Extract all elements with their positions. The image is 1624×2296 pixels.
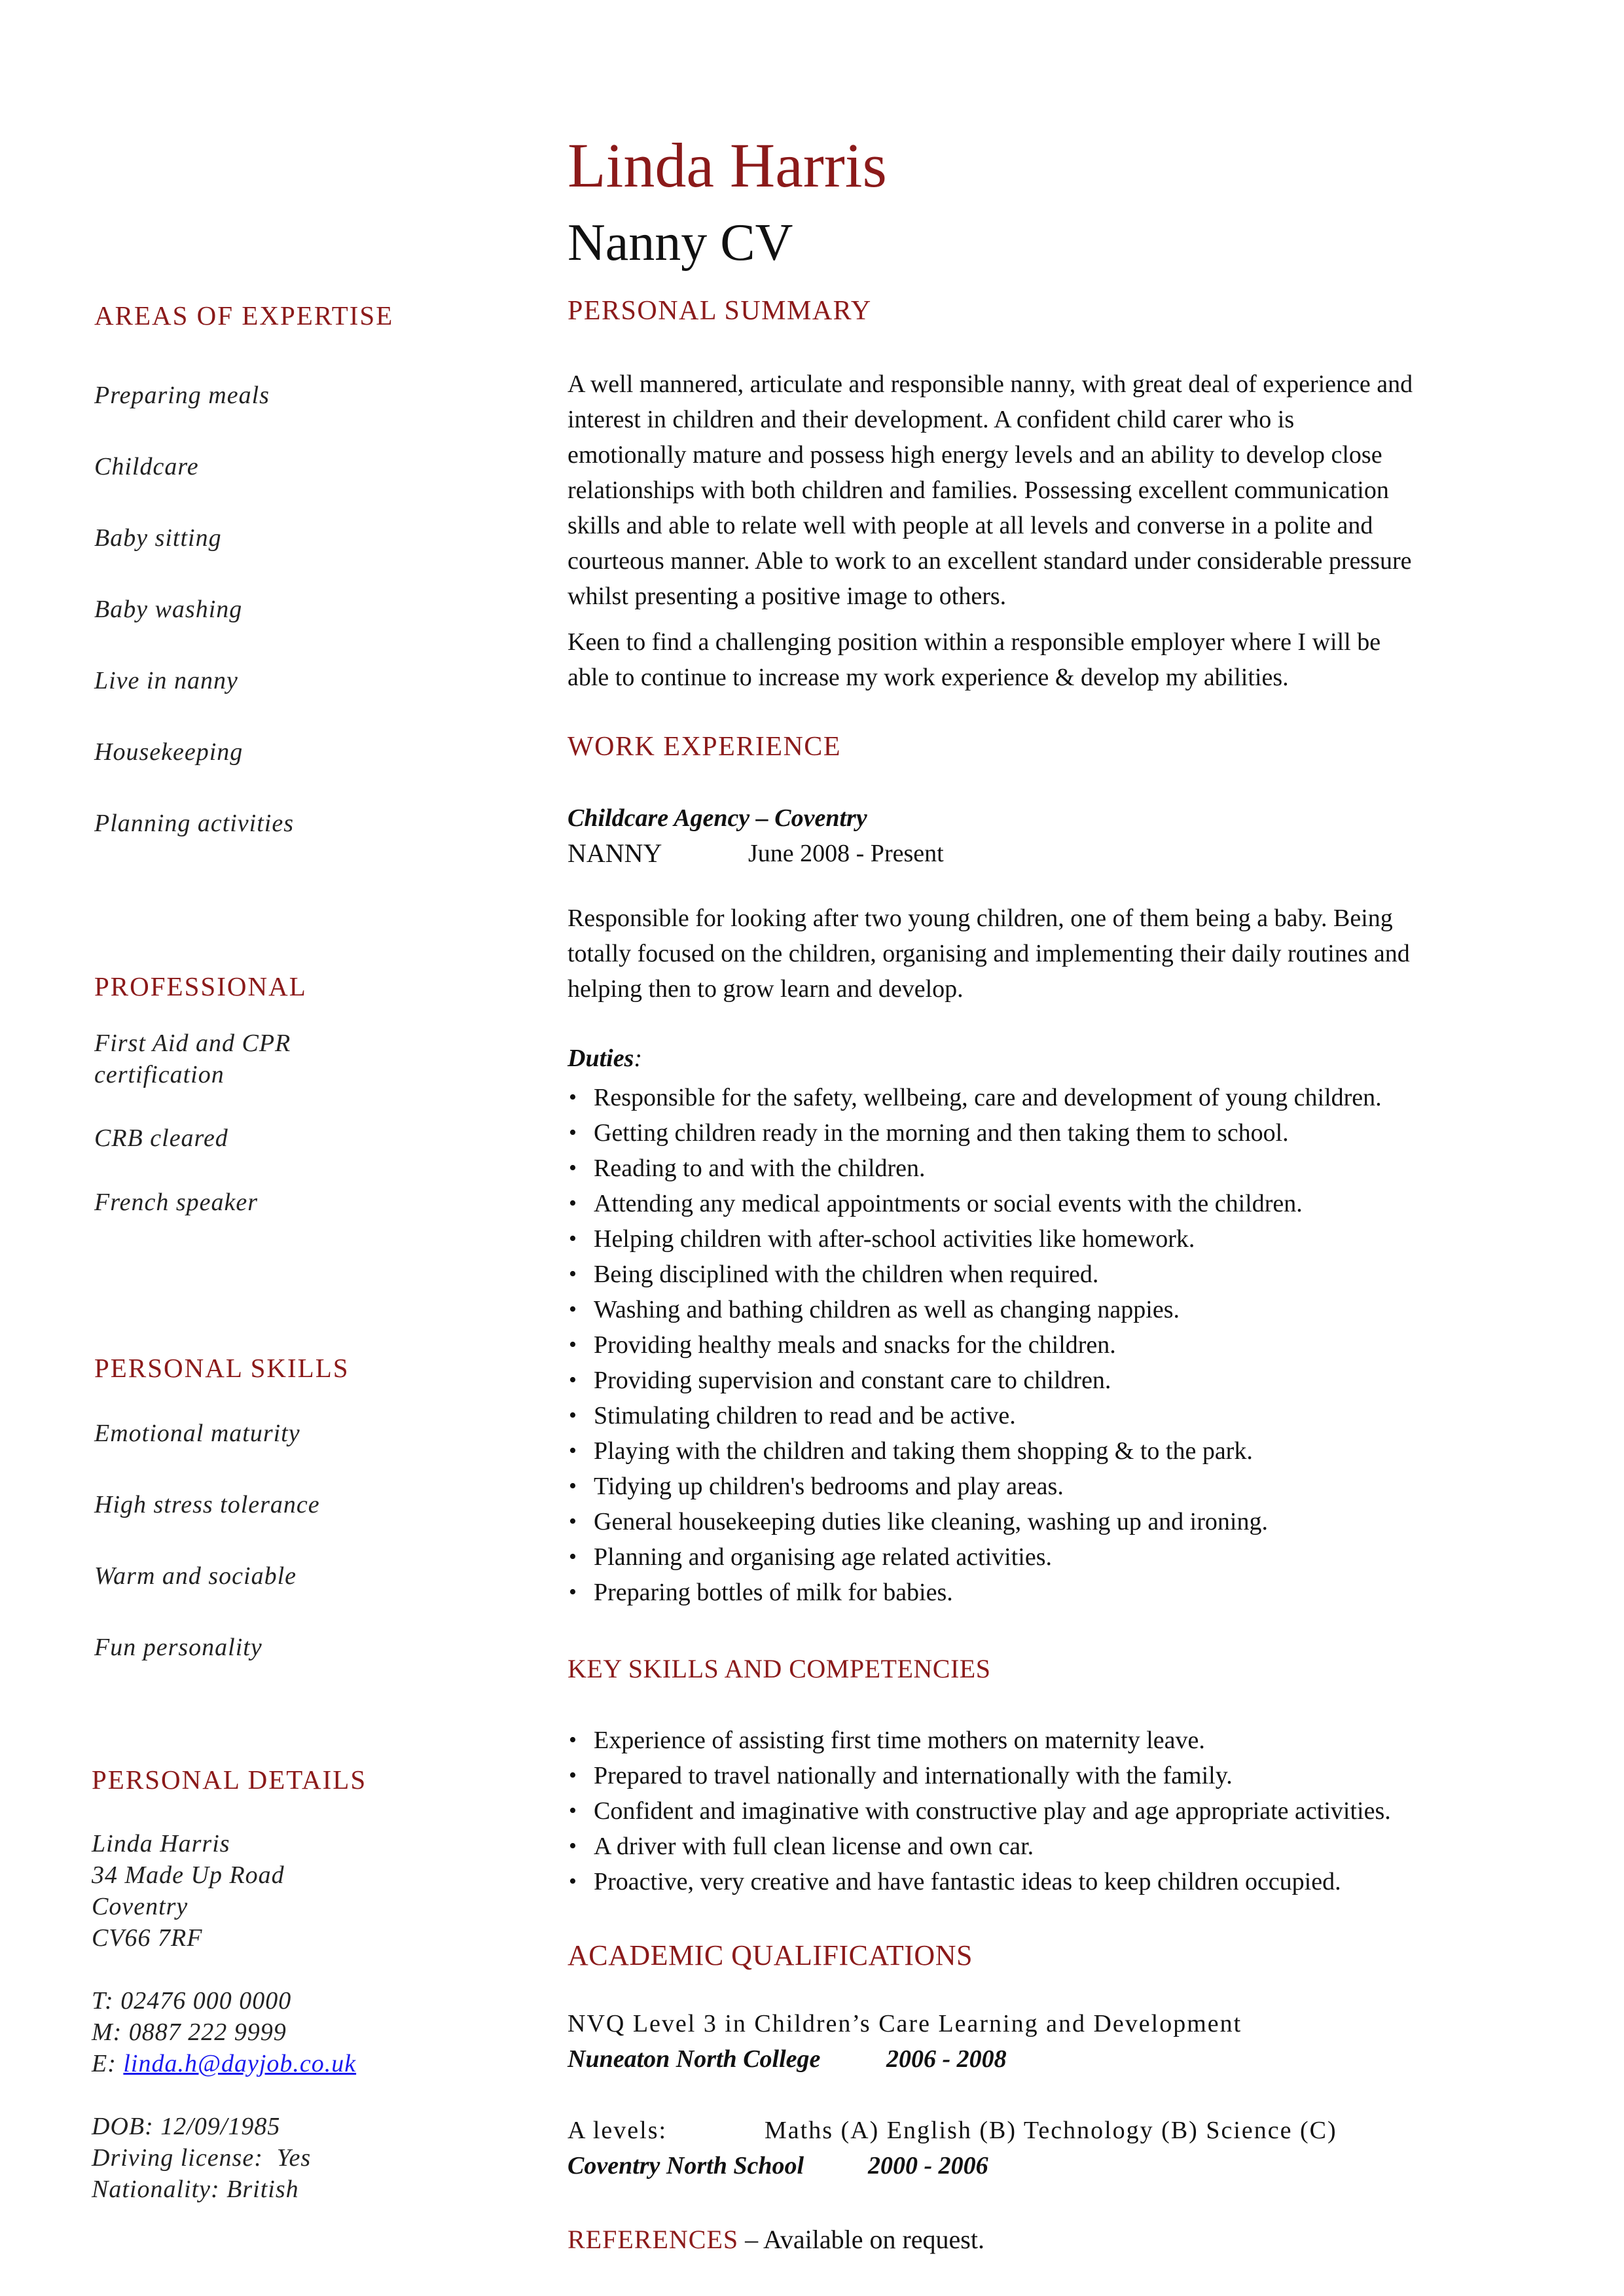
duty-item: • Providing healthy meals and snacks for the children. [568, 1327, 1382, 1363]
summary-text [568, 367, 1413, 695]
duty-item: • Reading to and with the children. [568, 1151, 1382, 1186]
duty-item: • Preparing bottles of milk for babies. [568, 1575, 1382, 1610]
details-email-row [92, 2048, 356, 2079]
job-title: NANNY [568, 838, 662, 868]
key-skill-item: • Proactive, very creative and have fantastic ideas to keep children occupied. [568, 1864, 1391, 1899]
personal-skill-item: High stress tolerance [94, 1491, 320, 1518]
summary-line: emotionally mature and possess high energy levels and an ability to develop close [568, 441, 1382, 469]
work-experience-heading: WORK EXPERIENCE [568, 732, 841, 762]
key-skill-item: • A driver with full clean license and own car. [568, 1829, 1391, 1864]
details-mobile: M: 0887 222 9999 [92, 2018, 287, 2046]
personal-skill-item: Warm and sociable [94, 1562, 297, 1590]
expertise-item: Housekeeping [94, 738, 244, 766]
qualification-2-dates: 2000 - 2006 [868, 2152, 988, 2179]
personal-skill-item: Fun personality [94, 1634, 262, 1661]
job-dates: June 2008 - Present [748, 840, 944, 867]
summary-line: able to continue to increase my work experience & develop my abilities. [568, 664, 1289, 691]
duty-item: • General housekeeping duties like cleaning, washing up and ironing. [568, 1504, 1382, 1539]
key-skills-heading: KEY SKILLS AND COMPETENCIES [568, 1654, 991, 1683]
references-heading: REFERENCES [568, 2225, 739, 2254]
duties-list [568, 1080, 1382, 1610]
expertise-heading: AREAS OF EXPERTISE [94, 300, 394, 331]
summary-line: interest in children and their development. A confident child carer who is [568, 406, 1295, 433]
references-row [568, 2224, 984, 2255]
duty-item: • Responsible for the safety, wellbeing, care and development of young children. [568, 1080, 1382, 1115]
details-nationality: Nationality: British [92, 2176, 299, 2203]
key-skill-item: • Experience of assisting first time mothers on maternity leave. [568, 1723, 1391, 1758]
details-address-line: 34 Made Up Road [92, 1861, 285, 1889]
summary-line: A well mannered, articulate and responsible nanny, with great deal of experience and [568, 370, 1413, 398]
employer: Childcare Agency – Coventry [568, 804, 867, 832]
duty-item: • Tidying up children's bedrooms and play areas. [568, 1469, 1382, 1504]
summary-heading: PERSONAL SUMMARY [568, 296, 872, 326]
duty-item: • Providing supervision and constant care to children. [568, 1363, 1382, 1398]
duties-label [568, 1044, 642, 1073]
professional-heading: PROFESSIONAL [94, 971, 307, 1001]
duty-item: • Being disciplined with the children when required. [568, 1257, 1382, 1292]
duty-item: • Stimulating children to read and be active. [568, 1398, 1382, 1433]
expertise-item: Baby washing [94, 596, 243, 623]
duties-label-text: Duties [568, 1045, 634, 1072]
personal-skill-item: Emotional maturity [94, 1420, 300, 1447]
details-address-line: Coventry [92, 1893, 189, 1920]
candidate-name: Linda Harris [568, 130, 887, 200]
qualification-1-dates: 2006 - 2008 [886, 2045, 1007, 2073]
cv-subtitle: Nanny CV [568, 214, 793, 272]
duty-item: • Getting children ready in the morning and then taking them to school. [568, 1115, 1382, 1151]
duties-colon: : [634, 1045, 643, 1072]
professional-item: French speaker [94, 1189, 258, 1216]
qualification-2-school: Coventry North School [568, 2152, 804, 2179]
duty-item: • Helping children with after-school activities like homework. [568, 1221, 1382, 1257]
summary-line: courteous manner. Able to work to an excellent standard under considerable pressure [568, 547, 1412, 575]
summary-line: Keen to find a challenging position within a responsible employer where I will be [568, 628, 1381, 656]
email-prefix: E: [92, 2050, 124, 2077]
summary-line: skills and able to relate well with people at all levels and converse in a polite and [568, 512, 1373, 539]
job-description-line: helping then to grow learn and develop. [568, 975, 964, 1003]
email-link[interactable]: linda.h@dayjob.co.uk [123, 2050, 357, 2077]
duty-item: • Washing and bathing children as well as changing nappies. [568, 1292, 1382, 1327]
key-skills-list [568, 1723, 1391, 1899]
personal-details-heading: PERSONAL DETAILS [92, 1765, 367, 1795]
details-dob: DOB: 12/09/1985 [92, 2113, 281, 2140]
duty-item: • Playing with the children and taking them shopping & to the park. [568, 1433, 1382, 1469]
details-telephone: T: 02476 000 0000 [92, 1987, 292, 2015]
job-description-line: totally focused on the children, organising and implementing their daily routines and [568, 940, 1410, 967]
qualification-2-label: A levels: [568, 2117, 668, 2144]
summary-line: whilst presenting a positive image to others. [568, 583, 1007, 610]
personal-details-block [92, 1828, 356, 2205]
details-name: Linda Harris [92, 1830, 230, 1857]
personal-skills-heading: PERSONAL SKILLS [94, 1353, 350, 1383]
spacer [568, 614, 1413, 624]
job-description [568, 901, 1410, 1007]
duty-item: • Planning and organising age related activities. [568, 1539, 1382, 1575]
key-skill-item: • Confident and imaginative with constructive play and age appropriate activities. [568, 1793, 1391, 1829]
professional-item: CRB cleared [94, 1124, 228, 1152]
job-description-line: Responsible for looking after two young children, one of them being a baby. Being [568, 905, 1393, 932]
qualification-2-subjects: Maths (A) English (B) Technology (B) Science (C) [765, 2117, 1337, 2144]
details-postcode: CV66 7RF [92, 1924, 203, 1952]
expertise-item: Baby sitting [94, 524, 222, 552]
details-license: Driving license: Yes [92, 2144, 312, 2172]
qualification-1: NVQ Level 3 in Children’s Care Learning and Development [568, 2010, 1242, 2037]
expertise-item: Planning activities [94, 810, 295, 837]
expertise-item: Preparing meals [94, 382, 270, 409]
key-skill-item: • Prepared to travel nationally and internationally with the family. [568, 1758, 1391, 1793]
academic-heading: ACADEMIC QUALIFICATIONS [568, 1939, 973, 1971]
expertise-item: Live in nanny [94, 667, 238, 694]
expertise-item: Childcare [94, 453, 199, 480]
references-text: – Available on request. [745, 2225, 984, 2254]
summary-line: relationships with both children and families. Possessing excellent communication [568, 476, 1389, 504]
professional-item: First Aid and CPR certification [94, 1030, 291, 1088]
qualification-1-school: Nuneaton North College [568, 2045, 821, 2073]
spacer [92, 2079, 356, 2111]
spacer [92, 1954, 356, 1985]
duty-item: • Attending any medical appointments or social events with the children. [568, 1186, 1382, 1221]
